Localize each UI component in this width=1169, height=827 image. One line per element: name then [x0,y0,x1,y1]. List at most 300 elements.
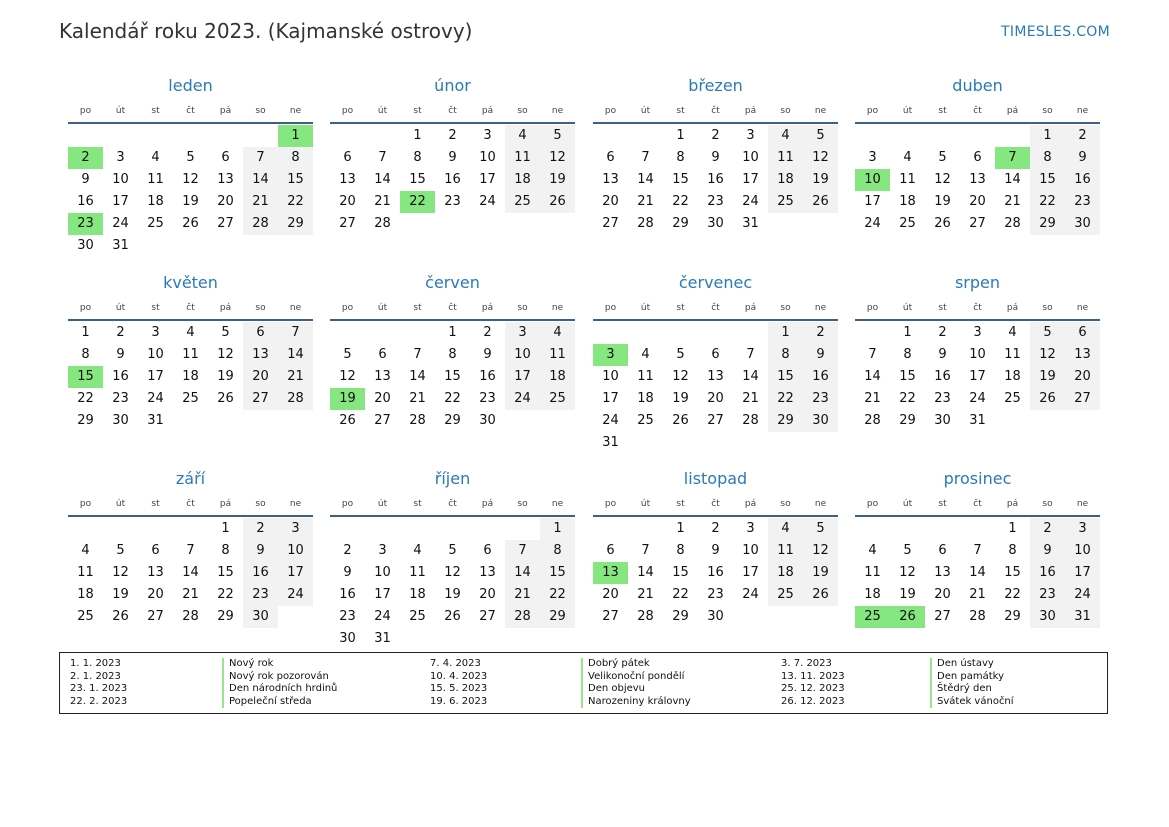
weekday-label: so [255,303,266,313]
day-cell: 18 [182,369,199,384]
day-cell: 2 [711,521,720,536]
day-cell: 9 [116,347,125,362]
day-cell: 4 [540,322,575,344]
day-cell: 22 [672,587,689,602]
weekday-label: st [676,303,685,313]
day-cell: 8 [448,347,457,362]
day-grid [593,322,838,454]
day-cell: 17 [374,587,391,602]
weekday-label: ne [289,106,302,116]
legend-date: 13. 11. 2023 [781,670,845,682]
day-cell: 2 [116,325,125,340]
day-cell: 16 [243,562,278,584]
day-cell: 14 [409,369,426,384]
weekday-label: so [255,106,266,116]
day-cell: 12 [540,147,575,169]
empty-cell [593,322,628,344]
day-cell: 13 [374,369,391,384]
weekday-label: út [640,499,651,509]
day-cell: 10 [742,543,759,558]
day-cell: 18 [1004,369,1021,384]
legend-holiday-name: Štědrý den [937,683,992,695]
month-8 [855,269,1100,432]
day-cell: 28 [637,609,654,624]
day-cell: 14 [1004,172,1021,187]
day-cell: 9 [1030,540,1065,562]
weekday-label: čt [711,303,720,313]
day-cell: 23 [479,391,496,406]
month-12 [855,465,1100,628]
day-cell: 27 [339,216,356,231]
empty-cell [733,322,768,344]
day-cell: 5 [116,543,125,558]
weekday-header [68,301,313,315]
day-cell: 9 [243,540,278,562]
weekday-header [855,104,1100,118]
day-cell: 30 [1065,213,1100,235]
day-cell: 22 [278,191,313,213]
weekday-header [855,301,1100,315]
day-cell: 24 [602,413,619,428]
weekday-label: st [413,303,422,313]
month-10 [330,465,575,650]
day-cell: 11 [147,172,164,187]
day-cell: 25 [1004,391,1021,406]
legend-holiday-name: Den národních hrdinů [229,683,338,695]
day-cell: 7 [378,150,387,165]
day-cell: 26 [803,584,838,606]
day-cell: 5 [1030,322,1065,344]
day-cell: 3 [1065,518,1100,540]
day-cell: 31 [374,631,391,646]
day-cell: 4 [151,150,160,165]
day-cell: 9 [711,543,720,558]
holiday-day-cell: 1 [278,125,313,147]
day-cell: 7 [243,147,278,169]
day-cell: 3 [378,543,387,558]
weekday-label: pá [744,499,757,509]
day-cell: 15 [1004,565,1021,580]
weekday-label: pá [219,106,232,116]
weekday-label: st [938,106,947,116]
day-cell: 26 [1030,388,1065,410]
day-cell: 31 [1065,606,1100,628]
legend-date: 25. 12. 2023 [781,683,845,695]
day-cell: 20 [969,194,986,209]
header-divider [593,515,838,517]
day-cell: 29 [768,410,803,432]
month-name: září [175,469,206,488]
weekday-label: so [1042,499,1053,509]
day-cell: 31 [969,413,986,428]
day-cell: 24 [969,391,986,406]
day-cell: 14 [182,565,199,580]
day-cell: 9 [483,347,492,362]
month-3 [593,72,838,235]
empty-cell [698,322,733,344]
day-cell: 29 [1030,213,1065,235]
day-cell: 9 [803,344,838,366]
day-cell: 7 [413,347,422,362]
empty-cell [330,518,365,540]
day-cell: 21 [637,194,654,209]
day-cell: 16 [339,587,356,602]
day-cell: 22 [768,388,803,410]
day-cell: 11 [182,347,199,362]
day-cell: 30 [243,606,278,628]
header-divider [330,515,575,517]
day-cell: 27 [374,413,391,428]
legend-date: 7. 4. 2023 [430,658,481,669]
day-cell: 12 [899,565,916,580]
day-cell: 18 [409,587,426,602]
header-divider [855,319,1100,321]
legend-holiday-name: Narozeniny královny [588,696,691,708]
legend-date: 10. 4. 2023 [430,670,488,682]
day-cell: 18 [637,391,654,406]
day-cell: 16 [707,172,724,187]
day-cell: 4 [413,543,422,558]
legend-holiday-marker [222,658,224,708]
day-cell: 26 [934,216,951,231]
weekday-label: čt [186,106,195,116]
day-cell: 1 [903,325,912,340]
empty-cell [243,125,278,147]
day-cell: 27 [1065,388,1100,410]
day-cell: 22 [672,194,689,209]
day-cell: 15 [278,169,313,191]
legend-holiday-marker [581,658,583,708]
day-cell: 16 [77,194,94,209]
day-cell: 11 [77,565,94,580]
weekday-label: pá [481,106,494,116]
weekday-header [330,104,575,118]
day-cell: 19 [444,587,461,602]
day-cell: 1 [81,325,90,340]
day-cell: 26 [217,391,234,406]
day-cell: 3 [151,325,160,340]
day-cell: 29 [899,413,916,428]
day-cell: 25 [768,584,803,606]
day-cell: 3 [483,128,492,143]
empty-cell [890,125,925,147]
holiday-day-cell: 25 [855,606,890,628]
day-cell: 3 [746,128,755,143]
day-cell: 16 [1030,562,1065,584]
weekday-label: po [79,499,92,509]
day-cell: 19 [803,169,838,191]
day-cell: 2 [803,322,838,344]
day-cell: 24 [1065,584,1100,606]
legend-holiday-name: Popeleční středa [229,696,312,708]
empty-cell [138,518,173,540]
weekday-label: út [377,499,388,509]
day-cell: 28 [637,216,654,231]
day-cell: 17 [147,369,164,384]
day-cell: 16 [479,369,496,384]
weekday-label: po [866,106,879,116]
day-cell: 4 [641,347,650,362]
day-grid [330,125,575,235]
weekday-label: po [866,499,879,509]
day-cell: 1 [1008,521,1017,536]
day-cell: 26 [540,191,575,213]
day-cell: 20 [217,194,234,209]
day-cell: 29 [217,609,234,624]
day-cell: 23 [339,609,356,624]
day-cell: 16 [934,369,951,384]
day-cell: 14 [374,172,391,187]
weekday-label: ne [1076,499,1089,509]
day-cell: 15 [672,172,689,187]
day-cell: 31 [602,435,619,450]
day-cell: 1 [768,322,803,344]
weekday-label: čt [448,303,457,313]
day-cell: 22 [77,391,94,406]
day-cell: 20 [934,587,951,602]
empty-cell [925,125,960,147]
day-cell: 25 [540,388,575,410]
legend-holiday-name: Den památky [937,670,1004,682]
day-cell: 20 [707,391,724,406]
weekday-label: po [341,303,354,313]
empty-cell [400,518,435,540]
weekday-label: po [604,499,617,509]
weekday-label: út [115,499,126,509]
weekday-label: po [79,106,92,116]
day-cell: 5 [803,125,838,147]
day-cell: 4 [505,125,540,147]
empty-cell [628,518,663,540]
weekday-label: ne [551,106,564,116]
day-cell: 28 [278,388,313,410]
day-cell: 11 [540,344,575,366]
day-cell: 28 [182,609,199,624]
day-cell: 5 [343,347,352,362]
header-divider [593,122,838,124]
day-cell: 4 [1008,325,1017,340]
weekday-label: út [115,106,126,116]
day-cell: 28 [742,413,759,428]
day-cell: 14 [278,344,313,366]
day-cell: 7 [868,347,877,362]
day-cell: 14 [243,169,278,191]
day-cell: 6 [343,150,352,165]
weekday-label: pá [1006,106,1019,116]
day-cell: 11 [899,172,916,187]
day-cell: 17 [742,172,759,187]
weekday-header [593,104,838,118]
day-cell: 18 [768,562,803,584]
day-grid [330,518,575,650]
weekday-label: so [1042,106,1053,116]
day-cell: 12 [217,347,234,362]
holiday-day-cell: 13 [593,562,628,584]
day-cell: 24 [864,216,881,231]
day-cell: 29 [77,413,94,428]
day-cell: 14 [637,172,654,187]
day-cell: 7 [973,543,982,558]
empty-cell [138,125,173,147]
day-cell: 20 [602,194,619,209]
legend-dates-column [70,658,127,709]
day-cell: 22 [540,584,575,606]
day-cell: 19 [803,562,838,584]
empty-cell [103,518,138,540]
legend-holiday-name: Nový rok pozorován [229,670,329,682]
day-cell: 18 [899,194,916,209]
day-cell: 15 [217,565,234,580]
day-cell: 5 [221,325,230,340]
day-cell: 4 [903,150,912,165]
day-cell: 15 [444,369,461,384]
weekday-label: pá [481,303,494,313]
day-cell: 18 [505,169,540,191]
legend-names-column [588,658,691,709]
day-cell: 6 [243,322,278,344]
day-cell: 22 [1004,587,1021,602]
weekday-header [68,497,313,511]
weekday-label: ne [814,499,827,509]
day-cell: 1 [676,128,685,143]
empty-cell [960,125,995,147]
weekday-label: ne [289,303,302,313]
day-cell: 2 [938,325,947,340]
weekday-label: so [780,499,791,509]
day-cell: 3 [973,325,982,340]
page-title: Kalendář roku 2023. (Kajmanské ostrovy) [59,19,473,43]
day-cell: 1 [448,325,457,340]
day-cell: 11 [864,565,881,580]
day-cell: 2 [448,128,457,143]
day-cell: 30 [112,413,129,428]
day-cell: 16 [112,369,129,384]
day-cell: 4 [868,543,877,558]
weekday-label: út [640,106,651,116]
day-cell: 28 [374,216,391,231]
header-divider [593,319,838,321]
weekday-label: čt [711,106,720,116]
day-cell: 30 [803,410,838,432]
day-cell: 3 [116,150,125,165]
day-cell: 1 [413,128,422,143]
day-cell: 5 [676,347,685,362]
day-cell: 17 [278,562,313,584]
day-cell: 23 [934,391,951,406]
day-cell: 15 [540,562,575,584]
day-cell: 7 [641,543,650,558]
day-cell: 14 [637,565,654,580]
weekday-label: pá [744,303,757,313]
legend-holiday-name: Nový rok [229,658,274,669]
weekday-label: ne [551,303,564,313]
day-cell: 25 [409,609,426,624]
empty-cell [855,125,890,147]
day-cell: 27 [602,216,619,231]
day-cell: 8 [676,543,685,558]
day-cell: 23 [707,194,724,209]
day-cell: 4 [81,543,90,558]
day-cell: 18 [540,366,575,388]
day-cell: 17 [742,565,759,580]
weekday-label: čt [186,303,195,313]
day-cell: 3 [868,150,877,165]
day-cell: 6 [973,150,982,165]
empty-cell [330,125,365,147]
day-cell: 6 [151,543,160,558]
day-cell: 29 [672,216,689,231]
empty-cell [173,125,208,147]
weekday-label: st [413,499,422,509]
legend-date: 1. 1. 2023 [70,658,121,669]
legend-date: 26. 12. 2023 [781,696,845,708]
legend-date: 15. 5. 2023 [430,683,488,695]
month-2 [330,72,575,235]
weekday-label: pá [744,106,757,116]
day-cell: 20 [339,194,356,209]
day-cell: 18 [147,194,164,209]
day-cell: 11 [637,369,654,384]
day-cell: 21 [243,191,278,213]
day-cell: 5 [186,150,195,165]
day-cell: 5 [448,543,457,558]
day-cell: 4 [186,325,195,340]
day-cell: 23 [1065,191,1100,213]
day-cell: 4 [768,125,803,147]
holiday-day-cell: 22 [400,191,435,213]
day-cell: 17 [112,194,129,209]
empty-cell [855,322,890,344]
day-cell: 13 [217,172,234,187]
day-cell: 30 [77,238,94,253]
day-grid [855,125,1100,235]
legend-date: 2. 1. 2023 [70,670,121,682]
weekday-label: st [938,303,947,313]
day-cell: 15 [899,369,916,384]
day-cell: 6 [606,150,615,165]
holiday-day-cell: 23 [68,213,103,235]
weekday-label: út [377,106,388,116]
day-cell: 21 [742,391,759,406]
legend-holiday-name: Dobrý pátek [588,658,650,669]
day-cell: 8 [768,344,803,366]
day-cell: 13 [243,344,278,366]
day-cell: 24 [278,584,313,606]
day-cell: 28 [969,609,986,624]
day-cell: 15 [672,565,689,580]
header-divider [855,122,1100,124]
day-cell: 25 [147,216,164,231]
day-cell: 9 [81,172,90,187]
brand-link[interactable]: TIMESLES.COM [1001,24,1110,40]
header-divider [855,515,1100,517]
day-cell: 2 [1065,125,1100,147]
day-grid [855,518,1100,628]
day-cell: 17 [505,366,540,388]
day-cell: 6 [483,543,492,558]
empty-cell [995,125,1030,147]
day-cell: 28 [243,213,278,235]
day-grid [330,322,575,432]
day-cell: 26 [672,413,689,428]
day-cell: 14 [742,369,759,384]
day-cell: 13 [479,565,496,580]
weekday-header [593,497,838,511]
weekday-label: po [79,303,92,313]
weekday-label: so [517,499,528,509]
day-cell: 28 [1004,216,1021,231]
day-cell: 10 [969,347,986,362]
